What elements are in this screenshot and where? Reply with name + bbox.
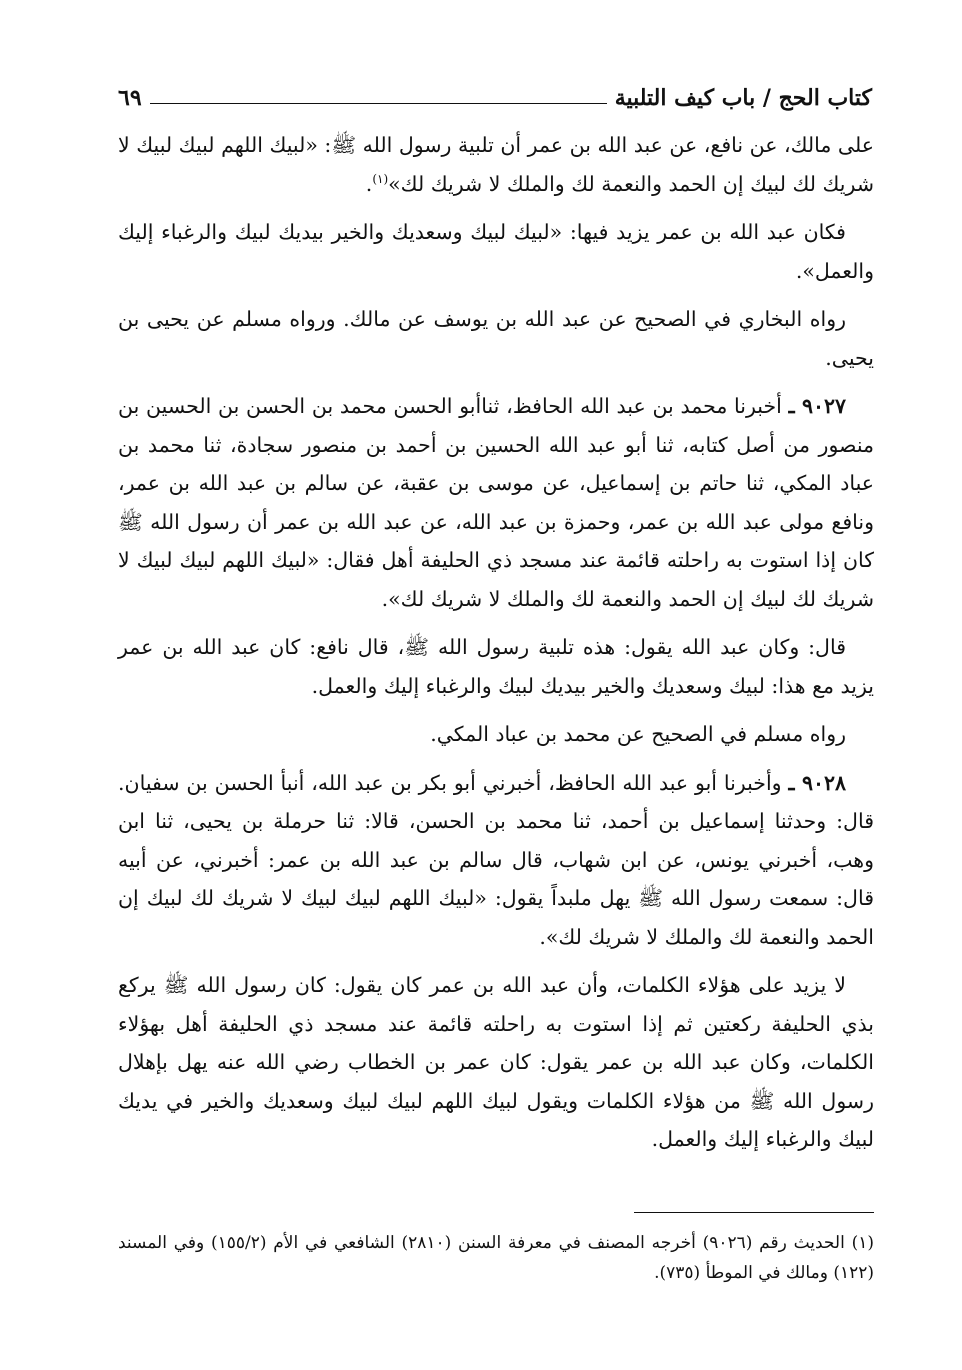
paragraph	[118, 628, 874, 705]
paragraph-text: فكان عبد الله بن عمر يزيد فيها: «لبيك لبيك وسعديك والخير بيديك لبيك والرغباء إليك والعمل».	[118, 220, 874, 283]
main-text	[118, 126, 874, 1169]
paragraph-text: على مالك، عن نافع، عن عبد الله بن عمر أن تلبية رسول الله ﷺ: «لبيك اللهم لبيك لبيك لا شريك لك لبيك إن الحمد والنعمة لك والملك لا شريك لك»	[118, 133, 874, 196]
paragraph-text: وأخبرنا أبو عبد الله الحافظ، أخبرني أبو بكر بن عبد الله، أنبأ الحسن بن سفيان. قال: وحدثنا إسماعيل بن أحمد، ثنا محمد بن الحسن، قالا: ثنا حرملة بن يحيى، ثنا ابن وهب، أخبرني يونس، عن ابن شهاب، قال سالم بن عبد الله بن عمر: أخبرني، عن أبيه قال: سمعت رسول الله ﷺ يهل ملبداً يقول: «لبيك اللهم لبيك لبيك لا شريك لك لبيك إن الحمد والنعمة لك والملك لا شريك لك».	[118, 770, 874, 949]
hadith-paragraph	[118, 387, 874, 618]
paragraph	[118, 966, 874, 1159]
paragraph	[118, 126, 874, 203]
page-number: ٦٩	[118, 85, 142, 111]
footnote-reference[interactable]: (١)	[372, 171, 389, 186]
footnote: (١) الحديث رقم (٩٠٢٦) أخرجه المصنف في معرفة السنن (٢٨١٠) الشافعي في الأم (١٥٥/٢) وفي المسند (١٢٢) ومالك في الموطأ (٧٣٥).	[118, 1233, 874, 1283]
header-title: كتاب الحج / باب كيف التلبية	[614, 85, 872, 111]
hadith-number: ٩٠٢٧ ـ	[788, 394, 846, 418]
paragraph-text: لا يزيد على هؤلاء الكلمات، وأن عبد الله بن عمر كان يقول: كان رسول الله ﷺ يركع بذي الحليفة ركعتين ثم إذا استوت به راحلته قائمة عند مسجد ذي الحليفة أهل بهؤلاء الكلمات، وكان عبد الله بن عمر يقول: كان عمر بن الخطاب رضي الله عنه يهل بإهلال رسول الله ﷺ من هؤلاء الكلمات ويقول لبيك اللهم لبيك لبيك وسعديك والخير في يديك لبيك والرغباء إليك والعمل.	[118, 973, 874, 1151]
paragraph	[118, 213, 874, 290]
footnote-separator	[634, 1212, 874, 1213]
paragraph-text: رواه مسلم في الصحيح عن محمد بن عباد المكي.	[430, 722, 846, 746]
paragraph	[118, 300, 874, 377]
running-header	[118, 78, 872, 118]
footnotes	[118, 1228, 874, 1288]
hadith-number: ٩٠٢٨ ـ	[788, 770, 846, 795]
paragraph-tail: .	[365, 171, 373, 196]
hadith-paragraph	[118, 764, 874, 957]
paragraph-text: رواه البخاري في الصحيح عن عبد الله بن يوسف عن مالك. ورواه مسلم عن يحيى بن يحيى.	[118, 307, 874, 370]
paragraph-text: قال: وكان عبد الله يقول: هذه تلبية رسول الله ﷺ، قال نافع: كان عبد الله بن عمر يزيد مع هذا: لبيك وسعديك والخير بيديك لبيك والرغباء إليك والعمل.	[118, 635, 874, 698]
paragraph-text: أخبرنا محمد بن عبد الله الحافظ، ثناأبو الحسن محمد بن الحسن بن الحسين بن منصور من أصل كتابه، ثنا أبو عبد الله الحسين بن أحمد بن منصور سجادة، ثنا محمد بن عباد المكي، ثنا حاتم بن إسماعيل، عن موسى بن عقبة، عن سالم بن عبد الله بن عمر، ونافع مولى عبد الله بن عمر، وحمزة بن عبد الله، عن عبد الله بن عمر أن رسول الله ﷺ كان إذا استوت به راحلته قائمة عند مسجد ذي الحليفة أهل فقال: «لبيك اللهم لبيك لبيك لا شريك لك لبيك إن الحمد والنعمة لك والملك لا شريك لك».	[118, 394, 874, 611]
header-rule	[150, 103, 607, 104]
paragraph	[118, 715, 874, 754]
